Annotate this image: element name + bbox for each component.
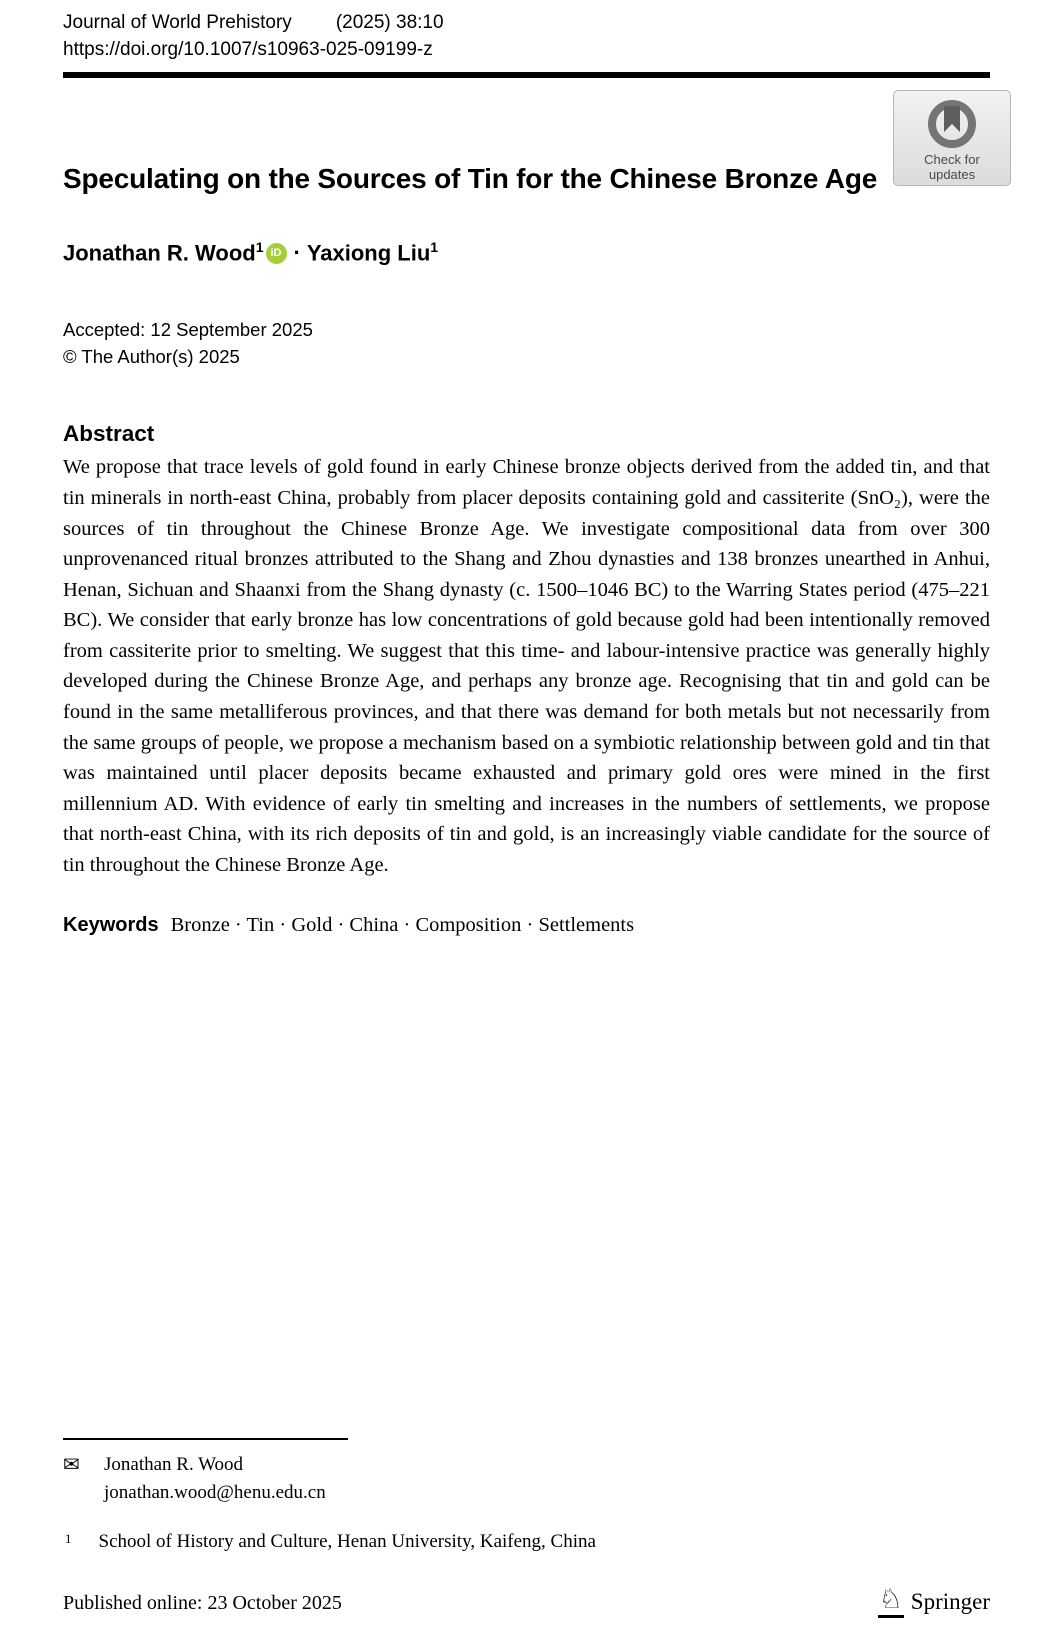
- author-separator: ·: [293, 240, 301, 266]
- journal-name: Journal of World Prehistory: [63, 12, 292, 33]
- published-online-date: Published online: 23 October 2025: [63, 1592, 342, 1614]
- affiliation-text: School of History and Culture, Henan University, Kaifeng, China: [98, 1531, 596, 1552]
- page-header: [63, 0, 990, 63]
- corresponding-author-name: Jonathan R. Wood: [104, 1454, 244, 1475]
- corresponding-author-block: [63, 1451, 990, 1507]
- abstract-heading: Abstract: [63, 421, 155, 447]
- author-affiliation-sup: 1: [430, 239, 439, 255]
- corresponding-author: [104, 1451, 326, 1507]
- affiliation-sup: 1: [65, 1531, 72, 1546]
- author-affiliation-sup: 1: [255, 239, 264, 255]
- doi-link[interactable]: https://doi.org/10.1007/s10963-025-09199-z: [63, 39, 433, 60]
- author-line: [63, 239, 990, 266]
- check-for-updates-badge[interactable]: [893, 90, 1011, 186]
- abstract-text: We propose that trace levels of gold found in early Chinese bronze objects derived from the added tin, and that tin minerals in north-east China, probably from placer deposits containing gold and cassiterite (SnO₂), were the sources of tin throughout the Chinese Bronze Age. We investigate compositional data from over 300 unprovenanced ritual bronzes attributed to the Shang and Zhou dynasties and 138 bronzes unearthed in Anhui, Henan, Sichuan and Shaanxi from the Shang dynasty (c. 1500–1046 BC) to the Warring States period (475–221 BC). We consider that early bronze has low concentrations of gold because gold had been intentionally removed from cassiterite prior to smelting. We suggest that this time- and labour-intensive practice was generally highly developed during the Chinese Bronze Age, and perhaps any bronze age. Recognising that tin and gold can be found in the same metalliferous provinces, and that there was demand for both metals but not necessarily from the same groups of people, we propose a mechanism based on a symbiotic relationship between gold and tin that was maintained until placer deposits became exhausted and primary gold ores were mined in the first millennium AD. With evidence of early tin smelting and increases in the numbers of settlements, we propose that north-east China, with its rich deposits of tin and gold, is an increasingly viable candidate for the source of tin throughout the Chinese Bronze Age.: [63, 456, 990, 877]
- copyright-line: © The Author(s) 2025: [63, 346, 240, 368]
- springer-logo: [878, 1585, 990, 1618]
- envelope-icon: ✉: [63, 1454, 80, 1476]
- article-title: Speculating on the Sources of Tin for the Chinese Bronze Age: [63, 163, 878, 194]
- springer-horse-icon: ♘: [878, 1585, 904, 1618]
- keywords-list: Bronze · Tin · Gold · China · Composition · Settlements: [170, 913, 635, 936]
- check-updates-logo-icon: [926, 98, 978, 150]
- footnotes-section: [63, 1438, 990, 1553]
- footnote-rule: [63, 1438, 348, 1440]
- author-name: Yaxiong Liu: [306, 240, 431, 266]
- affiliation-line: [63, 1531, 990, 1553]
- issue-citation: (2025) 38:10: [335, 12, 444, 33]
- author-name: Jonathan R. Wood: [63, 240, 256, 266]
- corresponding-author-email[interactable]: jonathan.wood@henu.edu.cn: [104, 1482, 326, 1503]
- article-dates: [63, 316, 990, 370]
- check-updates-label: Check for updates: [924, 152, 980, 182]
- header-rule: [63, 72, 990, 78]
- accepted-date: Accepted: 12 September 2025: [63, 319, 313, 341]
- keywords-line: [63, 914, 990, 937]
- keywords-label: Keywords: [63, 913, 159, 936]
- orcid-icon[interactable]: iD: [266, 243, 287, 264]
- publisher-name: Springer: [910, 1588, 990, 1614]
